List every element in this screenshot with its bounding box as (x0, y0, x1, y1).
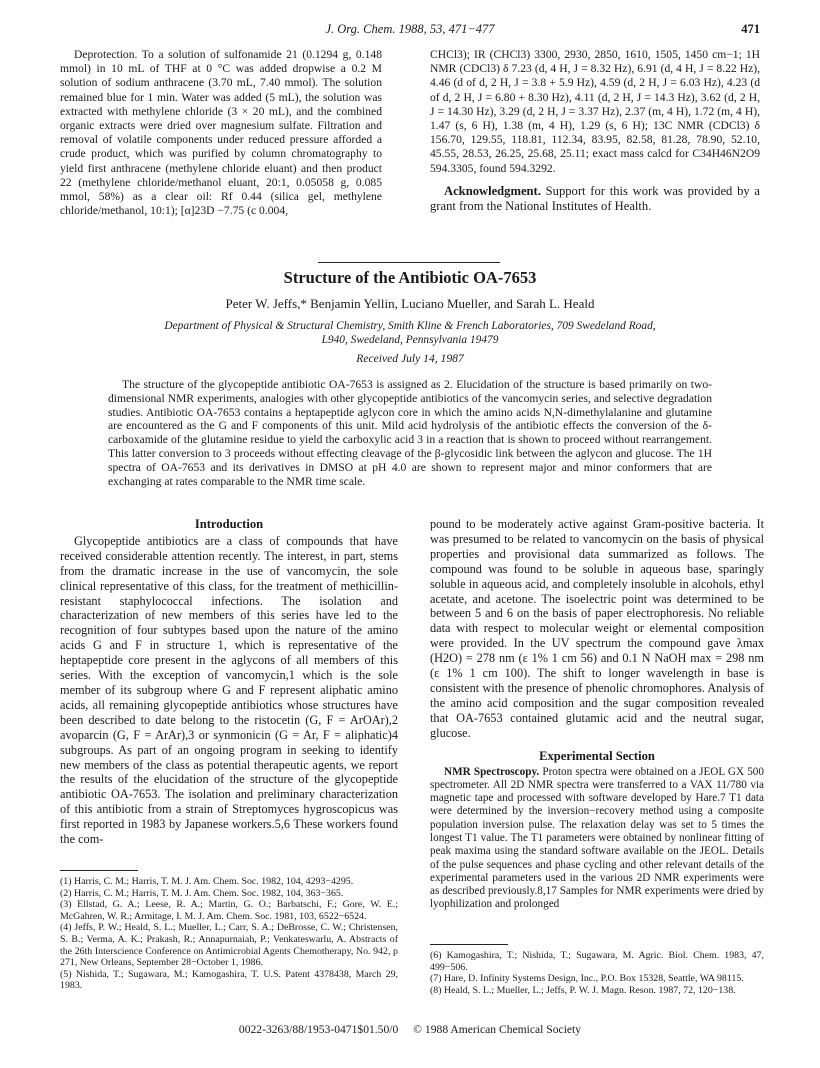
introduction-heading: Introduction (194, 517, 264, 531)
footnote-1: (1) Harris, C. M.; Harris, T. M. J. Am. Chem. Soc. 1982, 104, 4293−4295. (60, 876, 354, 887)
experimental-heading: Experimental Section (539, 748, 655, 763)
nmr-spectroscopy-runin: NMR Spectroscopy. (444, 765, 540, 778)
article-authors: Peter W. Jeffs,* Benjamin Yellin, Luciano Mueller, and Sarah L. Heald (225, 296, 595, 311)
affiliation-line-1: Department of Physical & Structural Chemistry, Smith Kline & French Laboratories, 709 Swedeland Road, (164, 320, 656, 332)
footnote-8: (8) Heald, S. L.; Mueller, L.; Jeffs, P. W. J. Magn. Reson. 1987, 72, 120−138. (430, 984, 736, 996)
acknowledgment-text: Support for this work was provided by a grant from the National Institutes of Health. (430, 183, 760, 213)
received-date: Received July 14, 1987 (356, 352, 464, 365)
footnotes-left (60, 876, 398, 992)
deprotection-paragraph: Deprotection. To a solution of sulfonamide 21 (0.1294 g, 0.148 mmol) in 10 mL of THF at 0 °C was added dropwise a 0.2 M solution of sodium anthracene (3.70 mL, 7.40 mmol). The solution remained blue for 1 min. Water was added (5 mL), the solution was extracted with methylene chloride (3 × 20 mL), and the combined organic extracts were dried over magnesium sulfate. Filtration and removal of volatile components under reduced pressure afforded a crude product, which was purified by column chromatography to yield first anthracene (methylene chloride eluant) and then product 22 (methylene chloride/methanol eluant, 20:1, 0.05058 g, 0.085 mmol, 58%) as a clear oil: Rf 0.44 (silica gel, methylene chloride/methanol, 10:1); [α]23D −7.75 (c 0.004, (60, 48, 382, 218)
introduction-paragraph-left: Glycopeptide antibiotics are a class of compounds that have received considerable attention recently. The interest, in part, stems from the dramatic increase in the use of vancomycin, the sole clinical representative of this class, for the treatment of methicillin-resistant staphylococcal infections. The isolation and characterization of new members of this series have led to the recognition of four subtypes based upon the nature of the amino acids G and F in structure 1, which is representative of the heptapeptide core present in the aglycons of all members of this series. With the exception of vancomycin,1 which is the sole member of its subgroup where G and F represent aliphatic amino acids, all remaining glycopeptide antibiotics whose structures have been described to date belong to the ristocetin (G, F = ArOAr),2 avoparcin (G, F = ArAr),3 or synmonicin (G = Ar, F = aliphatic)4 subgroups. As part of an ongoing program in seeking to identify new members of the class as potential therapeutic agents, we report the results of the elucidation of the structure of the glycopeptide antibiotic OA-7653. The isolation and preliminary characterization of this antibiotic from a strain of Streptomyces hygroscopicus was first reported in 1983 by Japanese workers.5,6 These workers found the com- (60, 533, 398, 847)
abstract (108, 378, 712, 488)
footnote-4: (4) Jeffs, P. W.; Heald, S. L.; Mueller, L.; Carr, S. A.; DeBrosse, C. W.; Christensen, S. B.; Verma, A. K.; Prakash, R.; Annapurnaiah, P.; Venkateswarlu, A. Abstracts of the 26th Interscience Conference on Antimicrobial Agents Chemotherapy, No. 942, p 271, New Orleans, September 28−October 1, 1986. (60, 922, 398, 969)
characterization-data: CHCl3); IR (CHCl3) 3300, 2930, 2850, 1610, 1505, 1450 cm−1; 1H NMR (CDCl3) δ 7.23 (d, 4 H, J = 8.32 Hz), 6.91 (d, 4 H, J = 8.22 Hz), 4.46 (d of d, 2 H, J = 3.8 + 5.9 Hz), 4.59 (d, 2 H, J = 6.03 Hz), 4.23 (d of d, 2 H, J = 6.80 + 8.30 Hz), 4.11 (d, 2 H, J = 14.3 Hz), 3.62 (d, 2 H, J = 14.30 Hz), 3.29 (d, 2 H, J = 3.37 Hz), 2.37 (m, 4 H), 1.72 (m, 4 H), 1.47 (s, 6 H), 1.38 (m, 4 H), 1.29 (s, 6 H); 13C NMR (CDCl3) δ 156.70, 129.55, 118.81, 112.34, 83.95, 82.58, 81.28, 78.90, 52.10, 45.55, 28.53, 26.25, 25.68, 25.11; exact mass calcd for C34H46N2O9 594.3305, found 594.3292. (430, 48, 760, 175)
article-title: Structure of the Antibiotic OA-7653 (283, 268, 537, 287)
footnote-7: (7) Hare, D. Infinity Systems Design, Inc., P.O. Box 15328, Seattle, WA 98115. (430, 973, 744, 985)
body-right-column (430, 517, 764, 912)
copyright: © 1988 American Chemical Society (413, 1023, 582, 1036)
nmr-spectroscopy-text: Proton spectra were obtained on a JEOL GX 500 spectrometer. All 2D NMR spectra were transferred to a VAX 11/780 via magnetic tape and processed with software developed by Hare.7 T1 data were determined by the inversion−recovery method using a composite population inversion pulse. The relaxation delay was set to 5 times the longest T1 value. The T1 parameters were obtained by nonlinear fitting of peak maxima using the standard software available on the JEOL. Details of the pulse sequences and phase cycling and other relevant details of the experimental parameters used in the various 2D NMR experiments were as described previously.8,17 Samples for NMR experiments were dried by lyophilization and prolonged (430, 765, 764, 911)
acknowledgment-heading: Acknowledgment. (444, 183, 541, 198)
footnote-rule-right (430, 944, 508, 945)
acknowledgment (430, 184, 760, 214)
body-left-column (60, 517, 398, 847)
prev-article-right-column (430, 48, 760, 214)
page-number: 471 (741, 22, 760, 36)
affiliation (80, 319, 740, 347)
journal-code: 0022-3263/88/1953-0471$01.50/0 (238, 1023, 399, 1036)
footnote-rule-left (60, 870, 138, 871)
abstract-text: The structure of the glycopeptide antibiotic OA-7653 is assigned as 2. Elucidation of the structure is based primarily on two-dimensional NMR experiments, analogies with other glycopeptide antibiotics of the vancomycin series, and selective degradation studies. Antibiotic OA-7653 contains a heptapeptide aglycon core in which the amino acids N,N-dimethylalanine and glutamine are encountered as the G and F components of this unit. Mild acid hydrolysis of the antibiotic effects the conversion of the δ-carboxamide of the glutamine residue to yield the carboxylic acid 3 in a reaction that is shown to proceed without rearrangement. This latter conversion to 3 proceeds without effecting cleavage of the β-glycosidic link between the aglycon and glucose. The 1H spectra of OA-7653 and its derivatives in DMSO at pH 4.0 are shown to represent major and minor conformers that are exchanging at rates comparable to the NMR time scale. (108, 378, 712, 488)
footnote-6: (6) Kamogashira, T.; Nishida, T.; Sugawara, M. Agric. Biol. Chem. 1983, 47, 499−506. (430, 950, 764, 973)
prev-article-left-column (60, 48, 382, 218)
nmr-spectroscopy-paragraph (430, 766, 764, 912)
journal-citation: J. Org. Chem. 1988, 53, 471−477 (325, 22, 495, 36)
page-footer (0, 1023, 820, 1036)
footnote-2: (2) Harris, C. M.; Harris, T. M. J. Am. Chem. Soc. 1982, 104, 363−365. (60, 887, 344, 899)
footnote-3: (3) Ellstad, G. A.; Leese, R. A.; Martin, G. O.; Barbatschi, F.; Gore, W. E.; McGahren, W. R.; Armitage, I. M. J. Am. Chem. Soc. 1981, 103, 6522−6524. (60, 899, 398, 922)
introduction-paragraph-right: pound to be moderately active against Gram-positive bacteria. It was presumed to be related to vancomycin on the basis of physical properties and provisional data summarized as follows. The compound was found to be soluble in aqueous base, sparingly soluble in aqueous acid, and completely insoluble in alcohols, ethyl acetate, and acetone. The isoelectric point was determined to be between 5 and 6 on the basis of paper electrophoresis. No reliable data with respect to molecular weight or elemental composition were provided. In the UV spectrum the compound gave λmax (H2O) = 278 nm (ε 1% 1 cm 56) and 0.1 N NaOH max = 298 nm (ε 1% 1 cm 100). The shift to longer wavelength in base is consistent with the presence of phenolic chromophores. Analysis of the amino acid composition and the sugar composition revealed that OA-7653 contained glutamic acid and the neutral sugar, glucose. (430, 517, 764, 740)
footnote-5: (5) Nishida, T.; Sugawara, M.; Kamogashira, T. U.S. Patent 4378438, March 29, 1983. (60, 968, 398, 992)
running-header (0, 22, 820, 38)
footnotes-right (430, 950, 764, 996)
affiliation-line-2: L940, Swedeland, Pennsylvania 19479 (321, 334, 499, 347)
article-separator (318, 262, 500, 263)
